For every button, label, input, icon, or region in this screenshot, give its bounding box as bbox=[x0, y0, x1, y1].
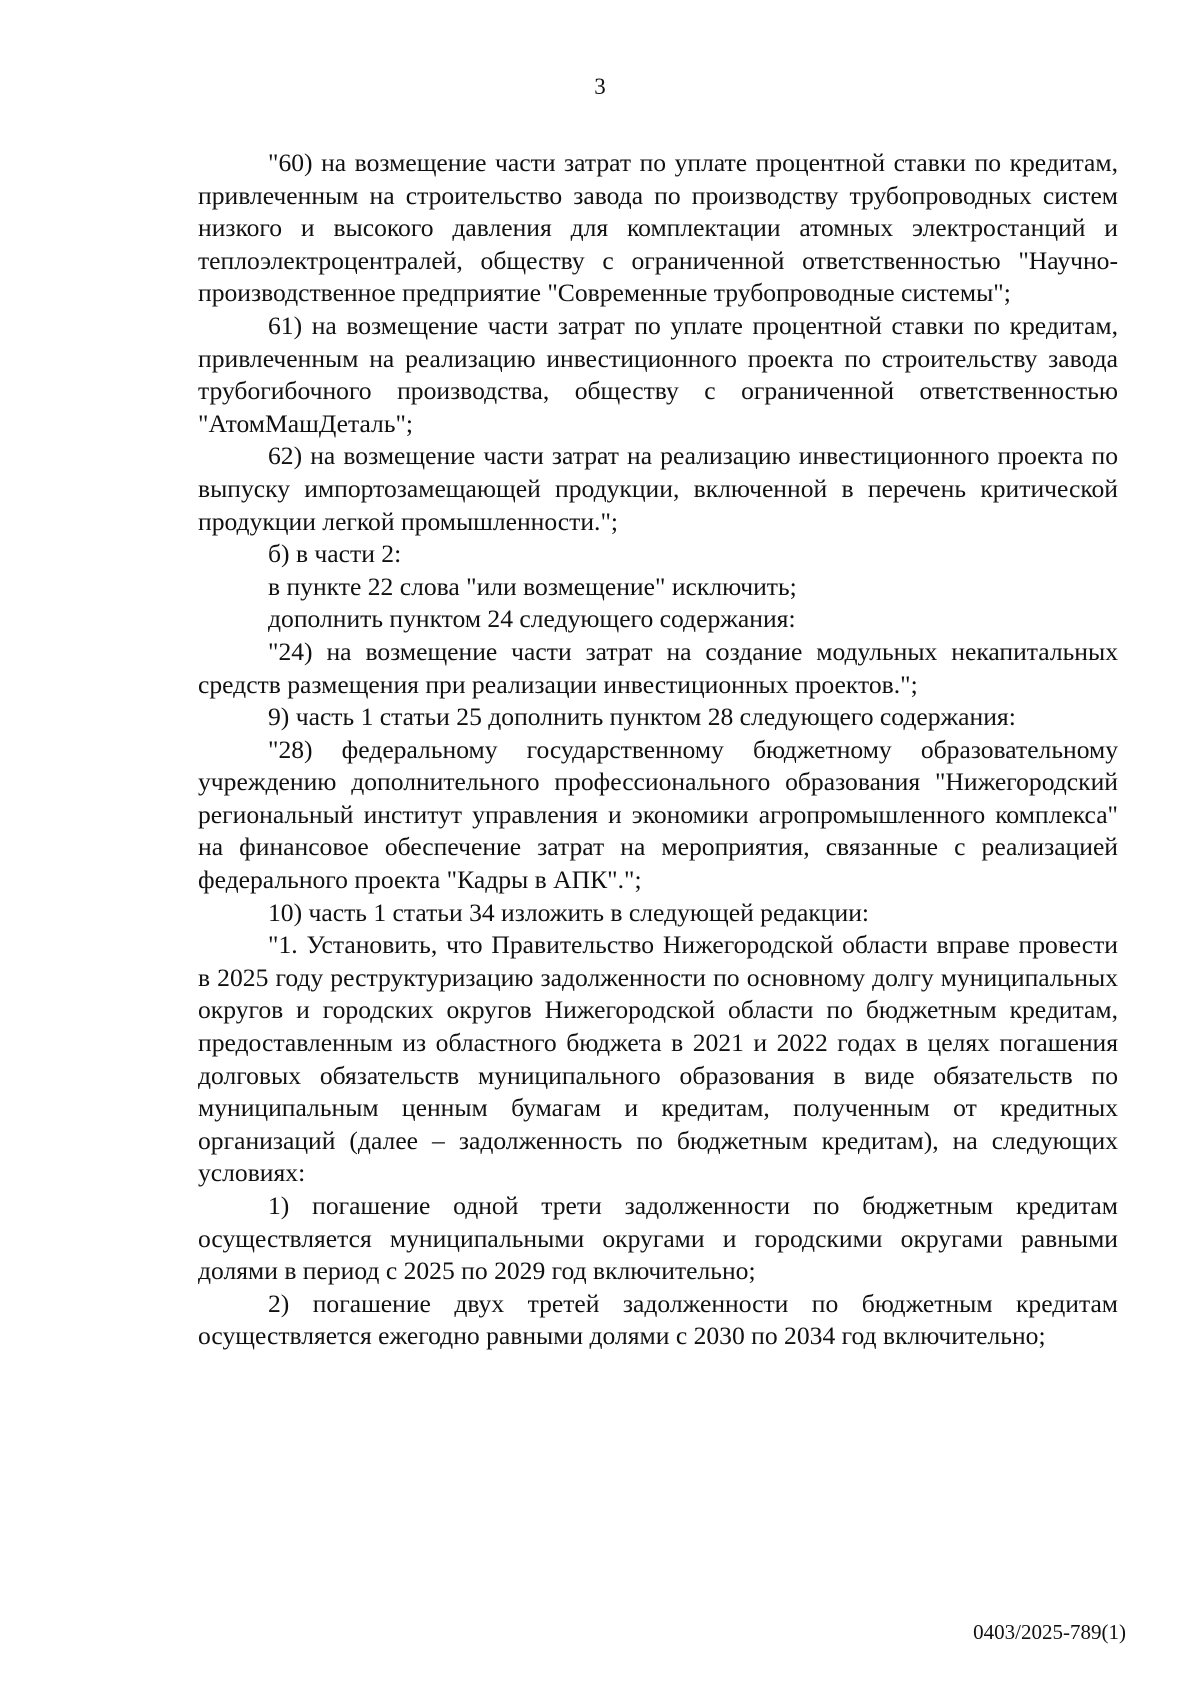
document-body bbox=[198, 147, 1118, 1353]
page-number: 3 bbox=[594, 74, 606, 99]
paragraph-item-61: 61) на возмещение части затрат по уплате процентной ставки по кредитам, привлеченным на реализацию инвестиционного проекта по строительству завода трубогибочного производства, обществу с ограниченной ответственностью "АтомМашДеталь"; bbox=[198, 310, 1118, 438]
paragraph-item-22-change: в пункте 22 слова "или возмещение" исключить; bbox=[268, 571, 797, 601]
paragraph-article-34-part-1: "1. Установить, что Правительство Нижегородской области вправе провести в 2025 году реструктуризацию задолженности по основному долгу муниципальных округов и городских округов Нижегородской области по бюджетным кредитам, предоставленным из областного бюджета в 2021 и 2022 годах в целях погашения долговых обязательств муниципального образования в виде обязательств по муниципальным ценным бумагам и кредитам, полученным от кредитных организаций (далее – задолженность по бюджетным кредитам), на следующих условиях: bbox=[198, 930, 1118, 1188]
paragraph-item-60: "60) на возмещение части затрат по уплате процентной ставки по кредитам, привлеченным на строительство завода по производству трубопроводных систем низкого и высокого давления для комплектации атомных электростанций и теплоэлектроцентралей, обществу с ограниченной ответственностью "Научно-производственное предприятие "Современные трубопроводные системы"; bbox=[198, 148, 1118, 308]
document-code: 0403/2025-789(1) bbox=[973, 1620, 1126, 1644]
paragraph-point-9: 9) часть 1 статьи 25 дополнить пунктом 28 следующего содержания: bbox=[268, 702, 1016, 732]
paragraph-point-10: 10) часть 1 статьи 34 изложить в следующей редакции: bbox=[268, 897, 870, 927]
paragraph-add-item-24: дополнить пунктом 24 следующего содержания: bbox=[268, 604, 796, 634]
paragraph-condition-1: 1) погашение одной трети задолженности по бюджетным кредитам осуществляется муниципальными округами и городскими округами равными долями в период с 2025 по 2029 год включительно; bbox=[198, 1191, 1118, 1286]
paragraph-subpart-b: б) в части 2: bbox=[268, 539, 402, 569]
paragraph-item-28: "28) федеральному государственному бюджетному образовательному учреждению дополнительного профессионального образования "Нижегородский региональный институт управления и экономики агропромышленного комплекса" на финансовое обеспечение затрат на мероприятия, связанные с реализацией федерального проекта "Кадры в АПК"."; bbox=[198, 734, 1118, 895]
paragraph-condition-2: 2) погашение двух третей задолженности по бюджетным кредитам осуществляется ежегодно равными долями с 2030 по 2034 год включительно; bbox=[198, 1288, 1118, 1351]
paragraph-item-24: "24) на возмещение части затрат на создание модульных некапитальных средств размещения при реализации инвестиционных проектов."; bbox=[198, 636, 1118, 699]
paragraph-item-62: 62) на возмещение части затрат на реализацию инвестиционного проекта по выпуску импортозамещающей продукции, включенной в перечень критической продукции легкой промышленности."; bbox=[198, 441, 1118, 536]
